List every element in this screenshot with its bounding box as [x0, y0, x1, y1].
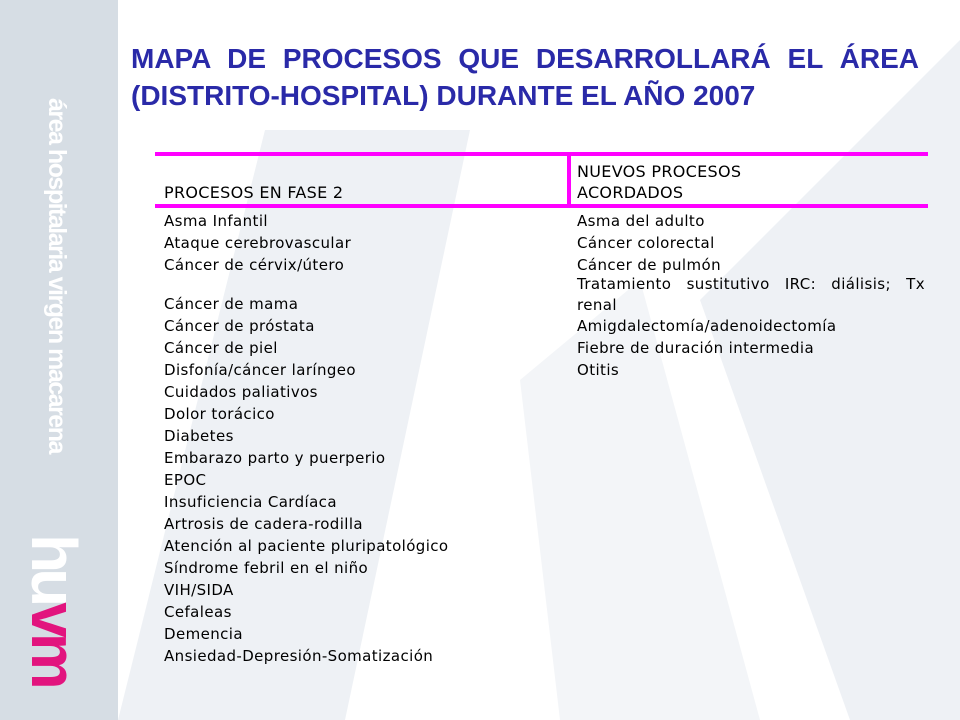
list-item: Cáncer colorectal	[577, 234, 715, 252]
list-item: Artrosis de cadera-rodilla	[164, 515, 363, 533]
logo-part-vm: vm	[18, 602, 90, 685]
list-item: Insuficiencia Cardíaca	[164, 493, 337, 511]
right-column-header: NUEVOS PROCESOS ACORDADOS	[577, 162, 742, 202]
list-item: Diabetes	[164, 427, 234, 445]
list-item: Fiebre de duración intermedia	[577, 339, 815, 357]
list-item: Asma Infantil	[164, 212, 268, 230]
list-item: Embarazo parto y puerperio	[164, 449, 386, 467]
list-item: EPOC	[164, 471, 207, 489]
list-item: Dolor torácico	[164, 405, 275, 423]
table-top-border	[155, 152, 928, 156]
list-item: Cáncer de pulmón	[577, 256, 721, 274]
list-item: Cáncer de piel	[164, 339, 278, 357]
table-header-border	[155, 204, 928, 208]
list-item: Cáncer de cérvix/útero	[164, 256, 345, 274]
list-item: Atención al paciente pluripatológico	[164, 537, 449, 555]
table-column-divider	[567, 152, 571, 208]
list-item: Cáncer de próstata	[164, 317, 315, 335]
list-item: Amigdalectomía/adenoidectomía	[577, 317, 837, 335]
list-item: Cefaleas	[164, 603, 232, 621]
list-item: Cáncer de mama	[164, 295, 299, 313]
list-item: Demencia	[164, 625, 243, 643]
list-item: Disfonía/cáncer laríngeo	[164, 361, 356, 379]
hospital-logo	[18, 534, 90, 685]
list-item: Asma del adulto	[577, 212, 705, 230]
logo-part-hu: hu	[18, 534, 90, 603]
left-column-header: PROCESOS EN FASE 2	[164, 183, 344, 202]
list-item: Cuidados paliativos	[164, 383, 318, 401]
watermark-shape-right	[700, 40, 960, 720]
slide-title: MAPA DE PROCESOS QUE DESARROLLARÁ EL ÁREA (DISTRITO-HOSPITAL) DURANTE EL AÑO 2007	[131, 43, 919, 111]
sidebar-label: área hospitalaria virgen macarena	[43, 98, 71, 453]
list-item: Ataque cerebrovascular	[164, 234, 352, 252]
list-item: VIH/SIDA	[164, 581, 234, 599]
list-item: Síndrome febril en el niño	[164, 559, 369, 577]
list-item: Tratamiento sustitutivo IRC: diálisis; Tx renal	[577, 275, 925, 314]
list-item: Ansiedad-Depresión-Somatización	[164, 647, 434, 665]
list-item: Otitis	[577, 361, 620, 379]
